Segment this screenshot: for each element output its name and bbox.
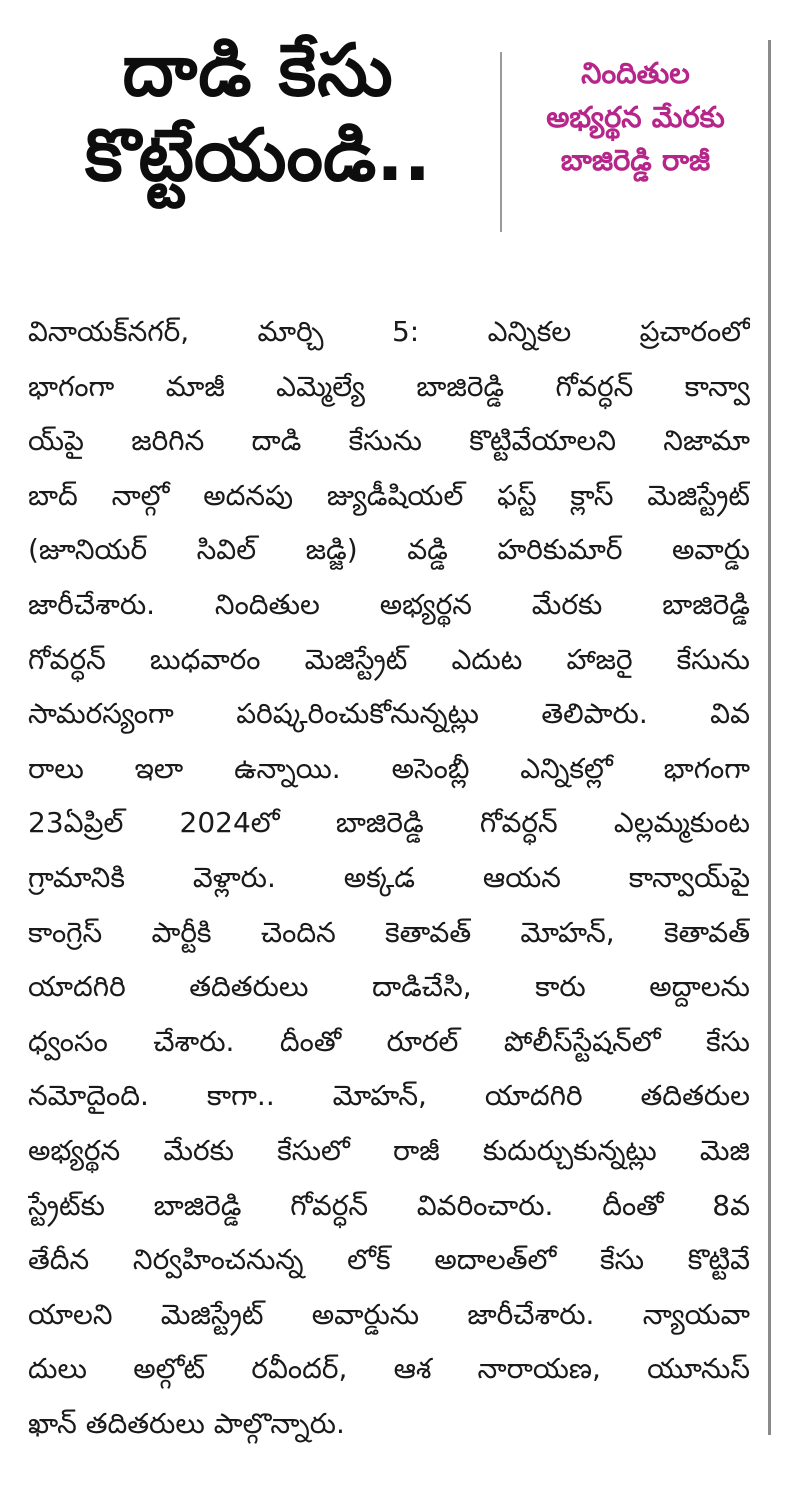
article-line: య్‌పై జరిగిన దాడి కేసును కొట్టివేయాలని నిజామా: [28, 424, 750, 458]
article-line: నమోదైంది. కాగా.. మోహన్, యాదగిరి తదితరుల: [28, 1079, 750, 1113]
article-line: స్ట్రేట్‌కు బాజిరెడ్డి గోవర్ధన్ వివరించారు. దీంతో 8వ: [28, 1188, 750, 1222]
column-rule: [768, 40, 771, 1435]
article-line: యాదగిరి తదితరులు దాడిచేసి, కారు అద్దాలను: [28, 970, 750, 1004]
article-line: అభ్యర్థన మేరకు కేసులో రాజీ కుదుర్చుకున్నట్లు మెజి: [28, 1133, 750, 1167]
article-line: భాగంగా మాజీ ఎమ్మెల్యే బాజిరెడ్డి గోవర్ధన్ కాన్వా: [28, 369, 750, 403]
article-line: సామరస్యంగా పరిష్కరించుకోనున్నట్లు తెలిపారు. వివ: [28, 697, 750, 731]
article-line: గోవర్ధన్ బుధవారం మెజిస్ట్రేట్ ఎదుట హాజరై కేసును: [28, 642, 750, 676]
headline-line-1: దాడి కేసు: [122, 28, 394, 112]
article-line: గ్రామానికి వెళ్లారు. అక్కడ ఆయన కాన్వాయ్‌పై: [28, 860, 750, 894]
subheadline-line-3: బాజిరెడ్డి రాజీ: [560, 143, 711, 177]
article-line: జారీచేశారు. నిందితుల అభ్యర్థన మేరకు బాజిరెడ్డి: [28, 587, 750, 621]
article-line: దులు అల్గోట్ రవీందర్, ఆశ నారాయణ, యూనుస్: [28, 1352, 750, 1386]
article-line: వినాయక్‌నగర్, మార్చి 5: ఎన్నికల ప్రచారంలో: [28, 315, 750, 348]
article-line: రాలు ఇలా ఉన్నాయి. అసెంబ్లీ ఎన్నికల్లో భాగంగా: [28, 751, 750, 785]
subheadline-line-1: నిందితుల: [581, 56, 690, 90]
headline-line-2: కొట్టేయండి..: [84, 112, 431, 197]
article-body: [28, 305, 750, 1451]
article-line: ధ్వంసం చేశారు. దీంతో రూరల్ పోలీస్‌స్టేషన్‌లో కేసు: [28, 1024, 750, 1058]
subheadline: [508, 52, 763, 183]
article-line: కాంగ్రెస్ పార్టీకి చెందిన కెతావత్ మోహన్, కెతావత్: [28, 915, 750, 949]
article-line: 23ఏప్రిల్ 2024లో బాజిరెడ్డి గోవర్ధన్ ఎల్లమ్మకుంట: [28, 806, 750, 840]
headline: [18, 28, 498, 198]
article-line: తేదీన నిర్వహించనున్న లోక్ అదాలత్‌లో కేసు కొట్టివే: [28, 1243, 750, 1277]
subheadline-line-2: అభ్యర్థన మేరకు: [546, 99, 725, 134]
article-line: (జూనియర్ సివిల్ జడ్జి) వడ్డి హరికుమార్ అవార్డు: [28, 533, 750, 567]
article-line: యాలని మెజిస్ట్రేట్ అవార్డును జారీచేశారు. న్యాయవా: [28, 1297, 750, 1331]
article-line: ఖాన్ తదితరులు పాల్గొన్నారు.: [28, 1406, 345, 1440]
header-divider: [500, 52, 502, 232]
article-line: బాద్ నాల్గో అదనపు జ్యుడీషియల్ ఫస్ట్ క్లాస్ మెజిస్ట్రేట్: [28, 478, 750, 512]
